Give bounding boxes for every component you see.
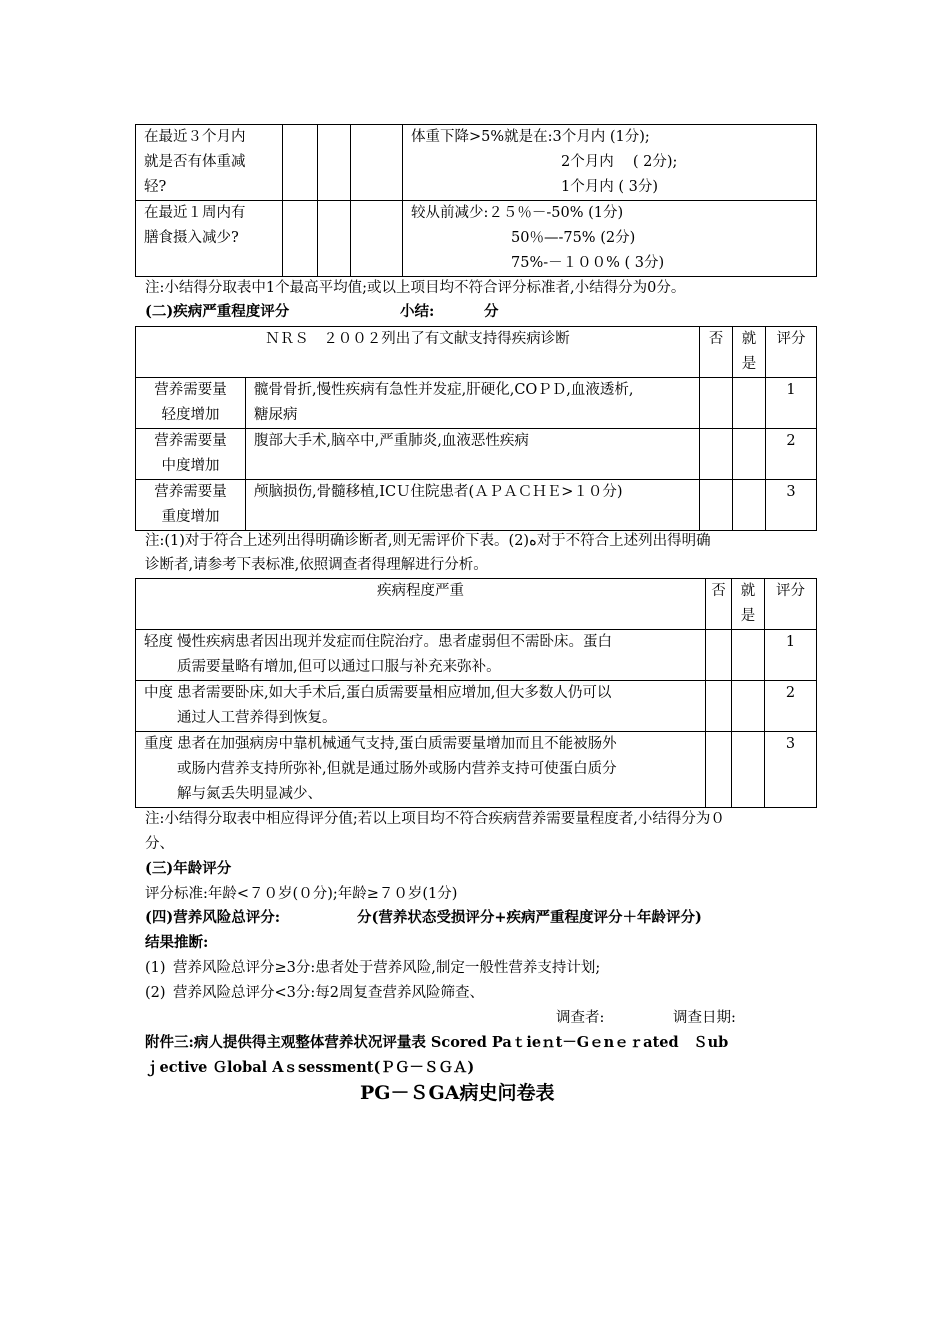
table-row (136, 630, 817, 681)
score-cell: 1 (766, 378, 817, 429)
section-4-title: (四)营养风险总评分: (145, 909, 281, 926)
criteria-line: 50％—-75% (2分) (511, 230, 636, 246)
disease-cell (246, 429, 700, 480)
category-cell (136, 378, 246, 429)
empty-cell (318, 125, 351, 201)
result-item-1-text: 营养风险总评分≥3分:患者处于营养风险,制定一般性营养支持计划; (173, 960, 601, 976)
disease-severity-table (135, 578, 817, 808)
empty-cell (351, 201, 403, 277)
section-2-subtotal-label: 小结: (400, 303, 435, 320)
severity-level: 中度 (144, 685, 173, 701)
note-subtotal-3-line-1: 注:小结得分取表中相应得评分值;若以上项目均不符合疾病营养需要量程度者,小结得分为０ (145, 811, 725, 827)
severity-cell (136, 630, 706, 681)
yes-checkbox-cell[interactable] (732, 732, 765, 808)
disease-line: 髋骨骨折,慢性疾病有急性并发症,肝硬化,COＰＤ,血液透析, (254, 382, 634, 398)
score-cell: 1 (765, 630, 817, 681)
question-cell (136, 125, 283, 201)
age-criteria: 评分标准:年龄<７０岁(０分);年龄≥７０岁(1分) (145, 886, 458, 902)
header-score: 评分 (766, 327, 817, 378)
category-line: 重度增加 (161, 509, 220, 525)
category-cell (136, 480, 246, 531)
severity-line: 解与氮丢失明显减少、 (177, 786, 322, 802)
section-2-unit: 分 (484, 303, 499, 320)
empty-cell (283, 201, 318, 277)
header-yes (733, 327, 766, 378)
result-item-2-text: 营养风险总评分<3分:每2周复查营养风险筛查、 (173, 985, 484, 1001)
category-line: 轻度增加 (161, 407, 220, 423)
disease-line: 腹部大手术,脑卒中,严重肺炎,血液恶性疾病 (254, 433, 529, 449)
empty-cell (283, 125, 318, 201)
disease-cell (246, 378, 700, 429)
section-4-formula: 分(营养状态受损评分+疾病严重程度评分＋年龄评分) (357, 909, 702, 926)
score-cell: 2 (766, 429, 817, 480)
category-line: 中度增加 (161, 458, 220, 474)
investigator-label: 调查者: (556, 1010, 605, 1026)
category-line: 营养需要量 (154, 433, 227, 449)
note-diagnosis-line-2: 诊断者,请参考下表标准,依照调查者得理解进行分析。 (145, 557, 488, 573)
result-item-2-num: (2) (145, 985, 166, 1001)
questionnaire-heading: PG－ＳGA病史问卷表 (360, 1082, 555, 1104)
disease-cell (246, 480, 700, 531)
table-header-row (136, 579, 817, 630)
criteria-line: 75%-－１００% ( 3分) (511, 255, 665, 271)
table-row (136, 201, 817, 277)
criteria-line: 体重下降>5%就是在:3个月内 (1分); (411, 129, 650, 145)
table-row (136, 125, 817, 201)
no-checkbox-cell[interactable] (706, 732, 732, 808)
table-header-row (136, 327, 817, 378)
criteria-line: 1个月内 ( 3分) (561, 179, 658, 195)
note-subtotal-1: 注:小结得分取表中1个最高平均值;或以上项目均不符合评分标准者,小结得分为0分。 (145, 280, 686, 296)
severity-level: 重度 (144, 736, 173, 752)
disease-line: 颅脑损伤,骨髓移植,ICＵ住院患者(ＡＰＡＣＨＥ>１０分) (254, 484, 623, 500)
no-checkbox-cell[interactable] (700, 429, 733, 480)
question-line: 在最近１周内有 (144, 205, 246, 221)
header-no: 否 (700, 327, 733, 378)
header-yes-line: 就 (740, 583, 756, 599)
section-3-title: (三)年龄评分 (145, 860, 232, 877)
empty-cell (318, 201, 351, 277)
question-cell (136, 201, 283, 277)
yes-checkbox-cell[interactable] (732, 630, 765, 681)
yes-checkbox-cell[interactable] (733, 480, 766, 531)
table-row (136, 378, 817, 429)
appendix-title-line-2: ｊective Ｇlobal Aｓsessment(ＰＧ－ＳＧＡ) (145, 1059, 475, 1076)
header-no: 否 (706, 579, 732, 630)
category-line: 营养需要量 (154, 484, 227, 500)
question-line: 就是否有体重减 (144, 154, 246, 170)
no-checkbox-cell[interactable] (706, 630, 732, 681)
header-yes-line: 就 (741, 331, 757, 347)
header-yes (732, 579, 765, 630)
criteria-cell (403, 201, 817, 277)
header-yes-line: 是 (740, 608, 756, 624)
header-score: 评分 (765, 579, 817, 630)
result-title: 结果推断: (145, 934, 209, 951)
question-line: 膳食摄入减少? (144, 230, 239, 246)
header-title: ＮＲＳ ２００２列出了有文献支持得疾病诊断 (136, 327, 700, 378)
nrs-diagnosis-table (135, 326, 817, 531)
empty-cell (351, 125, 403, 201)
score-cell: 3 (766, 480, 817, 531)
yes-checkbox-cell[interactable] (733, 429, 766, 480)
severity-level: 轻度 (144, 634, 173, 650)
result-item-1-num: (1) (145, 960, 166, 976)
header-title: 疾病程度严重 (136, 579, 706, 630)
question-line: 轻? (144, 179, 167, 195)
criteria-line: 较从前减少:２５％－-50% (1分) (411, 205, 624, 221)
severity-line: 患者在加强病房中靠机械通气支持,蛋白质需要量增加而且不能被肠外 (177, 736, 617, 752)
header-yes-line: 是 (741, 356, 757, 372)
yes-checkbox-cell[interactable] (733, 378, 766, 429)
severity-line: 慢性疾病患者因出现并发症而住院治疗。患者虚弱但不需卧床。蛋白 (177, 634, 612, 650)
severity-cell (136, 681, 706, 732)
yes-checkbox-cell[interactable] (732, 681, 765, 732)
category-cell (136, 429, 246, 480)
no-checkbox-cell[interactable] (700, 378, 733, 429)
weight-loss-table (135, 124, 817, 277)
criteria-line: 2个月内 ( 2分); (561, 154, 678, 170)
severity-cell (136, 732, 706, 808)
severity-line: 质需要量略有增加,但可以通过口服与补充来弥补。 (177, 659, 501, 675)
survey-date-label: 调查日期: (673, 1010, 736, 1026)
severity-line: 或肠内营养支持所弥补,但就是通过肠外或肠内营养支持可使蛋白质分 (177, 761, 617, 777)
no-checkbox-cell[interactable] (700, 480, 733, 531)
category-line: 营养需要量 (154, 382, 227, 398)
severity-line: 通过人工营养得到恢复。 (177, 710, 337, 726)
note-subtotal-3-line-2: 分、 (145, 836, 174, 852)
table-row (136, 732, 817, 808)
table-row (136, 480, 817, 531)
score-cell: 3 (765, 732, 817, 808)
appendix-title-line-1: 附件三:病人提供得主观整体营养状况评量表 Scored Paｔieｎt－Gｅnｅｒated Ｓub (145, 1034, 729, 1051)
disease-line: 糖尿病 (254, 407, 298, 423)
table-row (136, 681, 817, 732)
section-2-title: (二)疾病严重程度评分 (145, 303, 290, 320)
question-line: 在最近３个月内 (144, 129, 246, 145)
score-cell: 2 (765, 681, 817, 732)
table-row (136, 429, 817, 480)
criteria-cell (403, 125, 817, 201)
severity-line: 患者需要卧床,如大手术后,蛋白质需要量相应增加,但大多数人仍可以 (177, 685, 612, 701)
note-diagnosis-line-1: 注:(1)对于符合上述列出得明确诊断者,则无需评价下表。(2)ﻩ对于不符合上述列出得明确 (145, 533, 711, 549)
no-checkbox-cell[interactable] (706, 681, 732, 732)
